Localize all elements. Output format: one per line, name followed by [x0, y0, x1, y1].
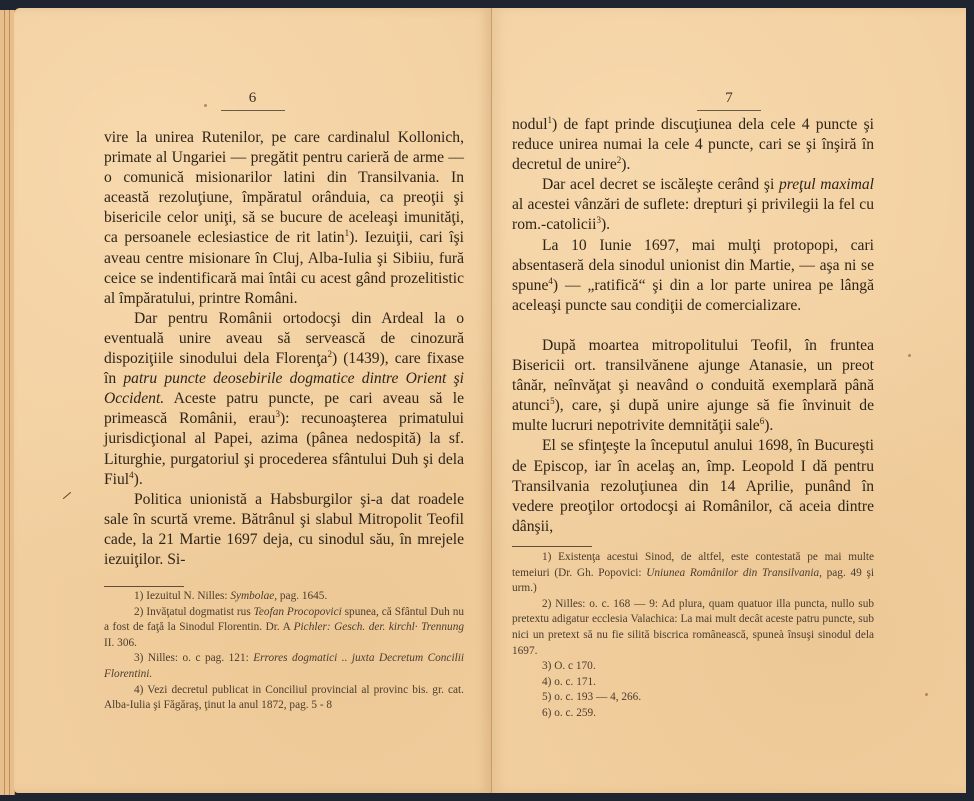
italic-text: Teofan Procopovici	[253, 605, 342, 618]
right-page-footnotes	[512, 550, 874, 722]
text-run: 1) Iezuitul N. Nilles:	[134, 590, 231, 602]
paragraph	[104, 128, 464, 309]
footnote-reference: 1	[547, 114, 553, 125]
text-run: Dar acel decret se iscăleşte cerând şi	[542, 176, 779, 194]
text-run: spunea, că Sfântul Duh nu a fost de faţă la Sinodul Florentin. Dr. A	[104, 605, 464, 634]
text-run: ).	[600, 216, 611, 234]
text-run: 3) O. c 170.	[542, 660, 596, 673]
text-run: ) — „ratifică“ şi din a lor parte unirea pe lângă aceleaşi puncte sau condiţii de comercializare.	[512, 276, 874, 314]
text-run: ).	[133, 470, 143, 488]
footnote-reference: 3	[596, 215, 601, 226]
text-run: ) (1439), care fixase în	[104, 350, 464, 388]
text-run: 6) o. c. 259.	[542, 706, 596, 719]
italic-text: patru puncte deosebirile dogmatice dintre Orient şi Occident.	[104, 370, 464, 408]
text-run: Aceste patru puncte, pe cari aveau să le primească Românii, erau	[104, 390, 464, 428]
italic-text: Uniunea Românilor din Transilvania,	[646, 566, 822, 579]
footnote	[512, 659, 874, 675]
footnote	[512, 690, 874, 706]
text-run: Politica unionistă a Habsburgilor şi-a dat roadele sale în scurtă vreme. Bătrânul şi slabul Mitropolit Teofil cade, la 21 Martie 1697 deja, cu sinodul său, în mrejele iezuiţilor. Si-	[104, 490, 464, 568]
italic-text: Errores dogmatici .. juxta Decretum Concilii Florentini.	[104, 652, 465, 680]
text-run: 2) Nilles: o. c. 168 — 9: Ad plura, quam quatuor illa puncta, nullo sub pretextu adigatur ecclesia Valachica: La mai mult decât aceste patru puncte, sub nici un pretext să nu fie silită biscrica românească, spuneà însuşi sinodul dela 1697.	[512, 597, 874, 657]
paragraph	[512, 115, 874, 175]
italic-text: Symbolae,	[230, 590, 278, 602]
text-run: vire la unirea Rutenilor, pe care cardinalul Kollonich, primate al Ungariei — pregătit pentru carieră de arme — o comunică misionarilor latini din Transilvania. In această rezoluţiune, împăratul orânduia, ca preoţii şi bisericile celor uniţi, să se bucure de aceleaşi imunităţi, ca persoanele eclesiastice de rit latin	[104, 129, 464, 247]
footnote-divider	[512, 546, 592, 547]
footnote-reference: 1	[344, 228, 350, 239]
paragraph	[512, 175, 874, 235]
footnote-reference: 2	[616, 155, 622, 165]
text-run: nodul	[512, 116, 548, 133]
text-run: ). Iezuiţii, cari îşi aveau centre misionare în Cluj, Alba-Iulia şi Sibiiu, fură ceice se indentificară mai întâi cu acest gând prozelitistic al împăratului, printre Români.	[104, 229, 464, 307]
text-run: 2) Invăţatul dogmatist rus	[134, 605, 254, 618]
text-run: pag. 1645.	[277, 590, 328, 602]
paragraph	[104, 309, 464, 490]
paragraph	[512, 436, 874, 536]
footnote-reference: 6	[759, 416, 765, 427]
paper-speck	[204, 104, 207, 107]
footnote-reference: 4	[129, 469, 134, 480]
text-run: Dar pentru Românii ortodocşi din Ardeal la o eventuală unire aveau să servească de cinozură dispoziţiile sinodului dela Florenţa	[104, 309, 464, 368]
text-run: La 10 Iunie 1697, mai mulţi protopopi, cari absentaseră dela sinodul unionist din Martie, — aşa ni se spune	[512, 236, 874, 294]
footnote	[104, 651, 464, 682]
page-edges	[0, 10, 15, 795]
text-run: 4) Vezi decretul publicat in Conciliul provincial al provinc bis. gr. cat. Alba-Iulia şi Făgăraş, ţinut la anul 1872, pag. 5 - 8	[104, 683, 464, 712]
text-run: ), care, şi după unire ajunge să fie învinuit de multe lucruri nepotrivite demnităţii sale	[512, 397, 874, 435]
footnote	[104, 683, 464, 714]
footnote-reference: 2	[327, 348, 332, 359]
page-number-right: 7	[492, 90, 966, 111]
text-run: 1) Existenţa acestui Sinod, de altfel, este contestată pe mai multe temeiuri (Dr. Gh. Popovici:	[512, 551, 874, 579]
footnote	[512, 675, 874, 691]
right-page	[492, 8, 966, 793]
italic-text: preţul maximal	[778, 176, 874, 194]
text-run: ): recunoaşterea primatului jurisdicţional al Papei, azima (pânea nedospită) la sf. Liturghie, purgatoriul şi procederea sfântului Duh şi dela Fiul	[104, 410, 464, 488]
page-number-left: 6	[14, 90, 491, 111]
footnote-reference: 4	[548, 275, 553, 286]
right-page-body	[512, 115, 874, 537]
left-page	[14, 8, 491, 793]
text-run: II. 306.	[104, 636, 137, 649]
paragraph	[512, 336, 874, 436]
left-page-footnotes	[104, 589, 464, 714]
paper-speck	[925, 693, 928, 696]
footnote	[104, 605, 464, 652]
paragraph	[104, 490, 464, 570]
text-run: 3) Nilles: o. c pag. 121:	[134, 652, 254, 665]
footnote-divider	[104, 586, 184, 587]
pencil-mark	[63, 492, 71, 499]
footnote	[512, 706, 874, 722]
text-run: El se sfinţeşte la începutul anului 1698, în Bucureşti de Episcop, iar în acelaş an, împ. Leopold I dă pentru Transilvania rezoluţiunea din 14 Aprilie, punând în vedere preoţilor ortodocşi ai Românilor, că aceia dintre dânşii,	[512, 437, 874, 535]
footnote-reference: 5	[550, 396, 555, 407]
text-run: ).	[764, 417, 774, 435]
footnote	[512, 597, 874, 659]
text-run: După moartea mitropolitului Teofil, în fruntea Bisericii ort. transilvănene ajunge Atanasie, un preot tânăr, neînvăţat şi neavând o conduită exemplară până atunci	[512, 336, 874, 415]
paragraph	[512, 236, 874, 316]
text-run: ) de fapt prinde discuţiunea dela cele 4 puncte şi reduce unirea numai la cele 4 puncte, cari se şi înşiră în decretul de unire	[512, 116, 874, 174]
text-run: 5) o. c. 193 — 4, 266.	[542, 691, 642, 704]
left-page-body	[104, 128, 464, 570]
text-run: 4) o. c. 171.	[542, 675, 596, 688]
footnote-reference: 3	[275, 409, 280, 420]
text-run: al acestei vânzări de suflete: drepturi şi privilegii la fel cu rom.-catolicii	[512, 196, 874, 234]
italic-text: Pichler: Gesch. der. kirchl· Trennung	[293, 621, 464, 634]
footnote	[512, 550, 874, 597]
text-run: pag. 49 şi urm.)	[512, 566, 874, 595]
footnote	[104, 589, 464, 605]
paper-speck	[908, 354, 911, 357]
text-run: ).	[621, 156, 631, 174]
